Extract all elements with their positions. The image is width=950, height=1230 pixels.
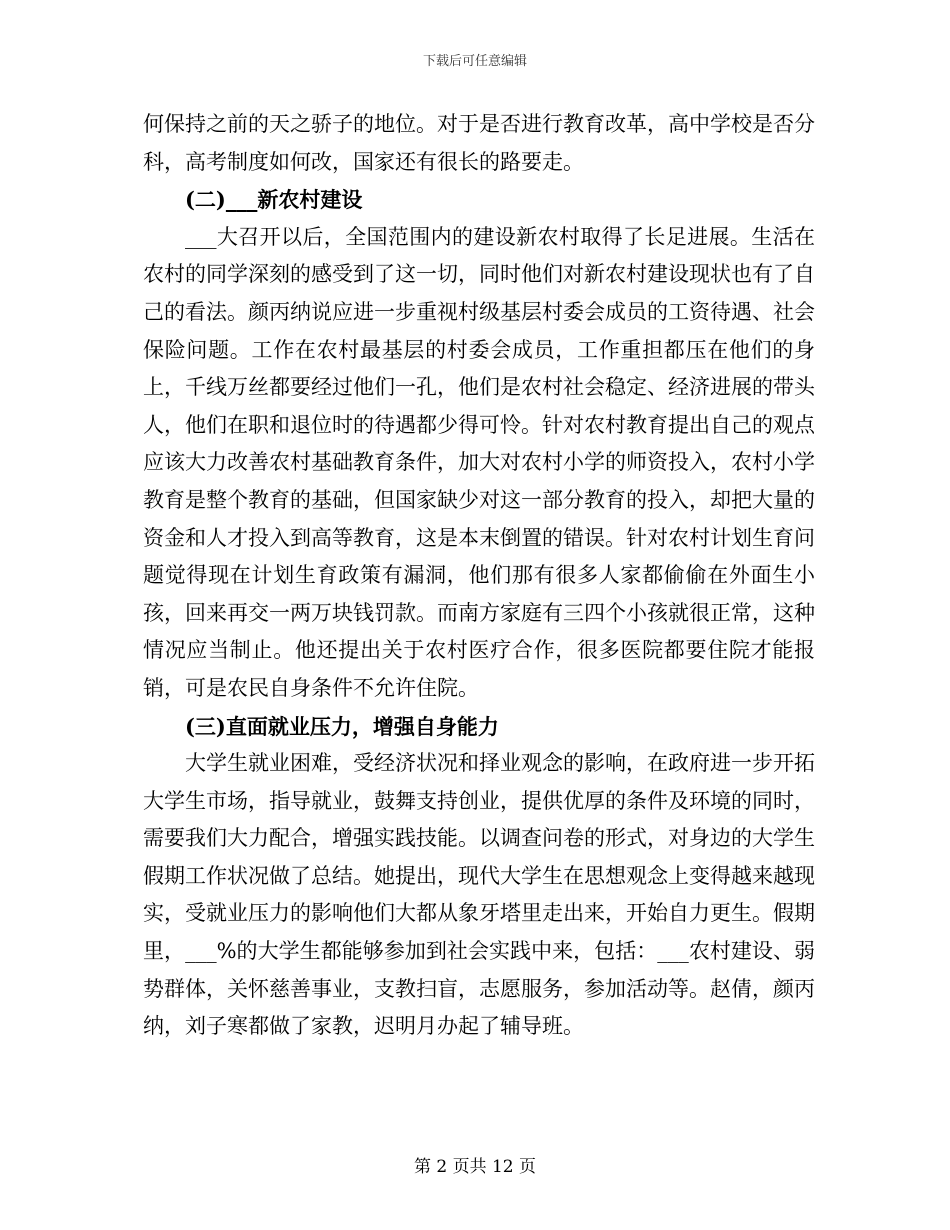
section-heading-2: (二)___新农村建设	[185, 187, 363, 213]
page-footer: 第 2 页共 12 页	[413, 1157, 537, 1177]
paragraph-new-rural-construction: ___大召开以后，全国范围内的建设新农村取得了长足进展。生活在农村的同学深刻的感受到了这一切，同时他们对新农村建设现状也有了自己的看法。颜丙纳说应进一步重视村级基层村委会成员的工资待遇、社会保险问题。工作在农村最基层的村委会成员，工作重担都压在他们的身上，千线万丝都要经过他们一孔，他们是农村社会稳定、经济进展的带头人，他们在职和退位时的待遇都少得可怜。针对农村教育提出自己的观点应该大力改善农村基础教育条件，加大对农村小学的师资投入，农村小学教育是整个教育的基础，但国家缺少对这一部分教育的投入，却把大量的资金和人才投入到高等教育，这是本末倒置的错误。针对农村计划生育问题觉得现在计划生育政策有漏洞，他们那有很多人家都偷偷在外面生小孩，回来再交一两万块钱罚款。而南方家庭有三四个小孩就很正常，这种情况应当制止。他还提出关于农村医疗合作，很多医院都要住院才能报销，可是农民自身条件不允许住院。	[143, 224, 815, 700]
paragraph-continuation: 何保持之前的天之骄子的地位。对于是否进行教育改革，高中学校是否分科，高考制度如何改，国家还有很长的路要走。	[143, 112, 815, 174]
page-header: 下载后可任意编辑	[422, 54, 527, 69]
paragraph-employment-pressure: 大学生就业困难，受经济状况和择业观念的影响，在政府进一步开拓大学生市场，指导就业，鼓舞支持创业，提供优厚的条件及环境的同时，需要我们大力配合，增强实践技能。以调查问卷的形式，对身边的大学生假期工作状况做了总结。她提出，现代大学生在思想观念上变得越来越现实，受就业压力的影响他们大都从象牙塔里走出来，开始自力更生。假期里，___%的大学生都能够参加到社会实践中来，包括：___农村建设、弱势群体，关怀慈善事业，支教扫盲，志愿服务，参加活动等。赵倩，颜丙纳，刘子寒都做了家教，迟明月办起了辅导班。	[143, 751, 815, 1039]
document-body	[143, 106, 815, 1046]
section-heading-3: (三)直面就业压力，增强自身能力	[185, 713, 499, 739]
